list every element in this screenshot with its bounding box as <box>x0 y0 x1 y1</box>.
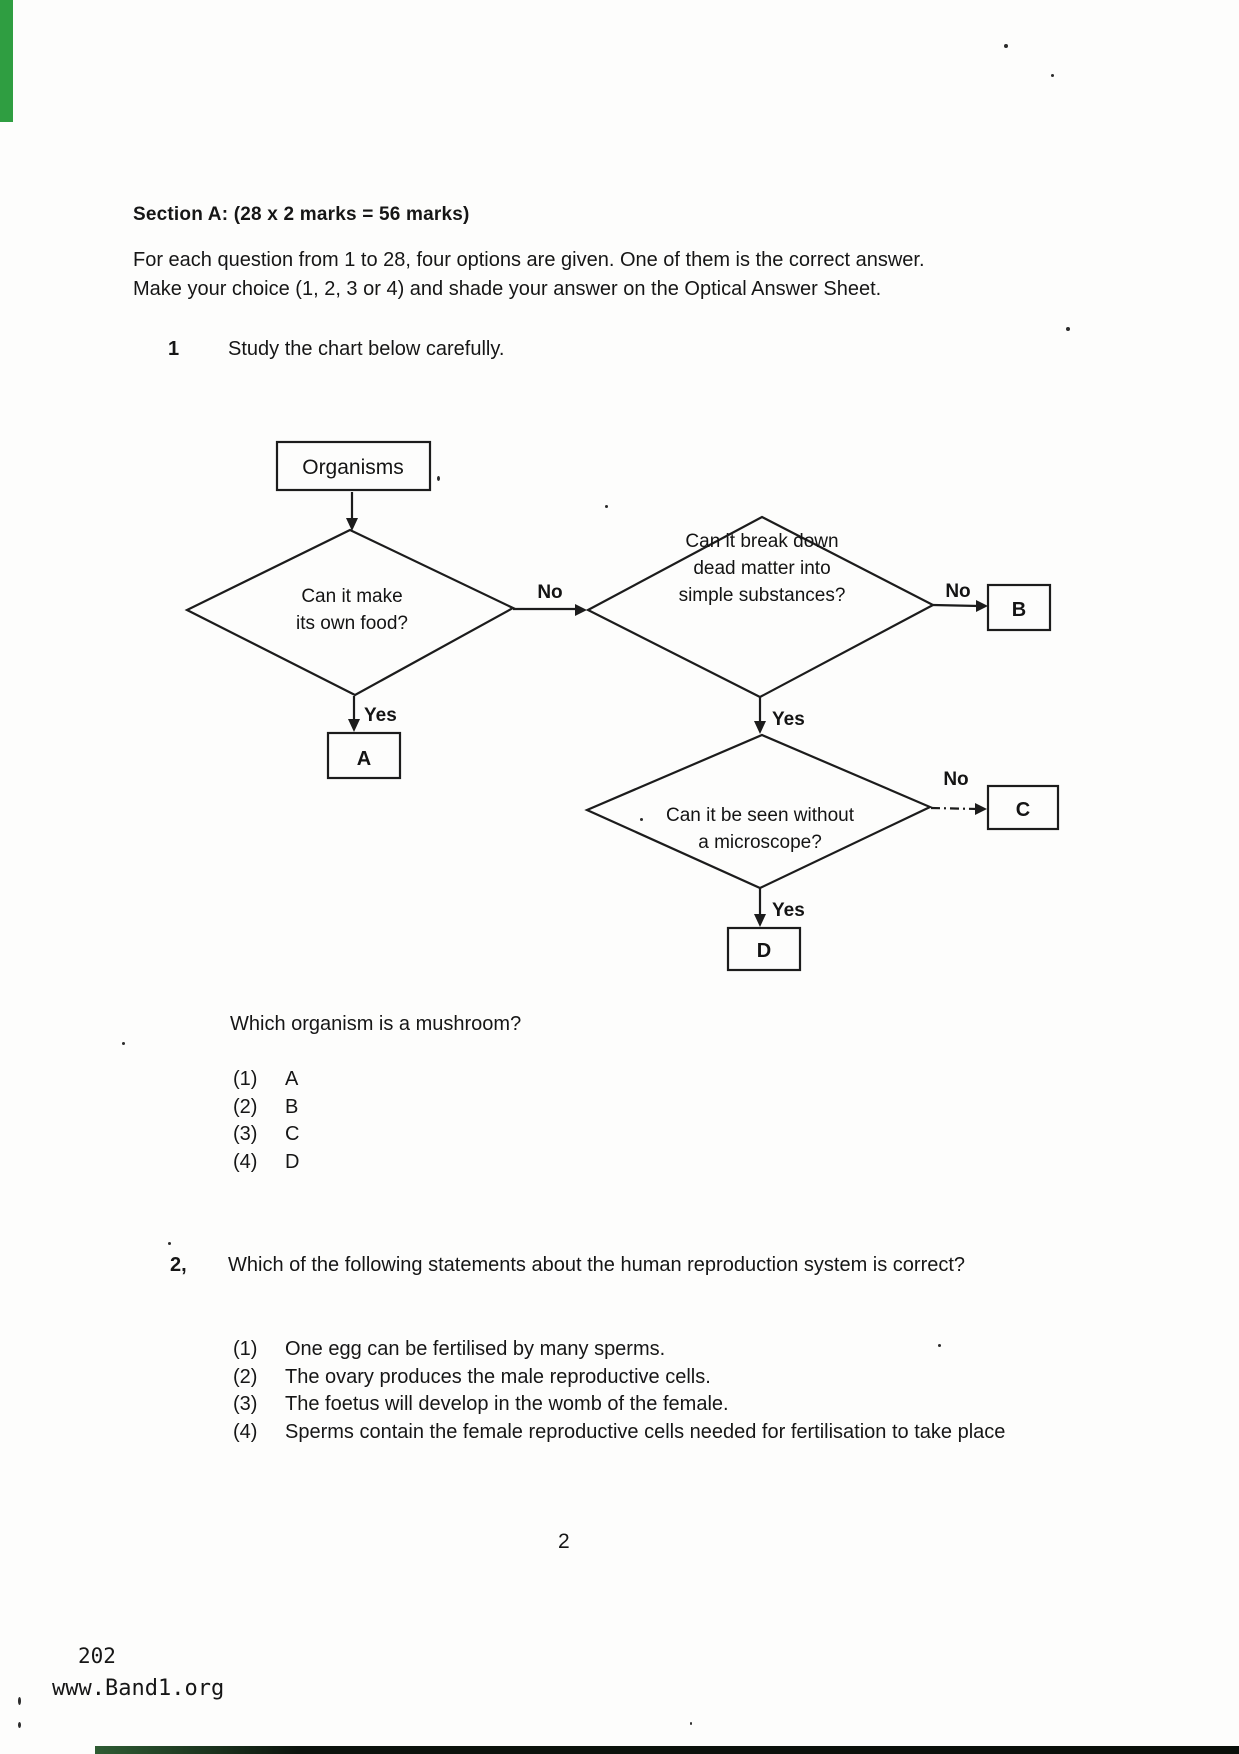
box-a-label: A <box>356 748 372 770</box>
flowchart-connector <box>933 605 979 606</box>
arrowhead-icon <box>346 518 358 531</box>
decision-1-line-2: its own food? <box>296 613 408 634</box>
flowchart-connector <box>931 808 978 809</box>
option-number: (2) <box>233 1365 258 1388</box>
footer-number: 202 <box>78 1644 116 1668</box>
box-d-label: D <box>756 940 772 962</box>
option-row <box>233 1419 1005 1447</box>
arrowhead-icon <box>754 914 766 927</box>
option-row <box>233 1121 299 1149</box>
decision-1-line-1: Can it make <box>301 586 403 607</box>
option-text: The ovary produces the male reproductive cells. <box>285 1365 711 1388</box>
option-text: A <box>285 1068 299 1090</box>
branch-yes-label-1: Yes <box>364 705 397 726</box>
option-row <box>233 1391 1005 1419</box>
option-number: (1) <box>233 1068 258 1090</box>
arrowhead-icon <box>348 719 360 732</box>
branch-no-label-2: No <box>945 581 971 602</box>
footer-site-url: www.Band1.org <box>52 1676 225 1701</box>
option-text: C <box>285 1123 300 1145</box>
option-number: (3) <box>233 1393 258 1415</box>
arrowhead-icon <box>575 604 587 616</box>
scan-speck <box>122 1042 125 1045</box>
question-1-prompt: Study the chart below carefully. <box>228 338 505 360</box>
scan-bottom-bar <box>95 1746 1239 1754</box>
scan-green-bar <box>0 0 13 122</box>
branch-no-label-3: No <box>943 769 969 790</box>
arrowhead-icon <box>754 721 766 734</box>
option-row <box>233 1364 1005 1392</box>
option-number: (4) <box>233 1150 258 1173</box>
decision-3-line-1: Can it be seen without <box>665 805 855 826</box>
option-number: (4) <box>233 1420 258 1443</box>
box-b-label: B <box>1011 599 1027 621</box>
scan-speck <box>1051 74 1054 77</box>
question-2-options <box>233 1336 1005 1446</box>
decision-2-line-2: dead matter into <box>693 558 831 579</box>
decision-2-line-1: Can it break down <box>685 531 839 552</box>
option-row <box>233 1066 299 1094</box>
branch-no-label-1: No <box>537 582 563 603</box>
section-heading: Section A: (28 x 2 marks = 56 marks) <box>133 204 470 225</box>
flowchart-start-label: Organisms <box>302 456 404 479</box>
branch-yes-label-2: Yes <box>772 709 805 730</box>
option-number: (2) <box>233 1095 258 1118</box>
scan-speck <box>690 1722 692 1725</box>
instructions <box>133 246 1113 304</box>
scan-speck <box>1004 44 1008 48</box>
organism-flowchart <box>150 430 1100 990</box>
option-row <box>233 1149 299 1177</box>
question-1-sub-question: Which organism is a mushroom? <box>230 1013 522 1035</box>
arrowhead-icon <box>976 600 988 612</box>
instructions-line-1: For each question from 1 to 28, four options are given. One of them is the correct answer. <box>133 249 925 271</box>
option-text: The foetus will develop in the womb of the female. <box>285 1393 729 1415</box>
scan-speck <box>18 1722 21 1728</box>
option-text: Sperms contain the female reproductive cells needed for fertilisation to take place <box>285 1420 1006 1443</box>
option-number: (1) <box>233 1338 258 1360</box>
scan-speck <box>1066 327 1070 331</box>
option-row <box>233 1336 1005 1364</box>
decision-2-line-3: simple substances? <box>678 585 846 606</box>
option-text: One egg can be fertilised by many sperms. <box>285 1338 666 1360</box>
instructions-line-2: Make your choice (1, 2, 3 or 4) and shade your answer on the Optical Answer Sheet. <box>133 278 882 300</box>
option-number: (3) <box>233 1123 258 1145</box>
question-1-options <box>233 1066 299 1176</box>
option-text: B <box>285 1095 299 1118</box>
question-2-number: 2, <box>170 1254 187 1276</box>
box-c-label: C <box>1015 799 1031 821</box>
scan-speck <box>168 1242 171 1245</box>
option-text: D <box>285 1150 300 1173</box>
question-2-prompt: Which of the following statements about the human reproduction system is correct? <box>228 1254 966 1276</box>
decision-3-line-2: a microscope? <box>698 832 822 853</box>
question-1-number: 1 <box>168 338 180 360</box>
page-number: 2 <box>558 1530 570 1553</box>
scan-speck <box>18 1697 21 1705</box>
option-row <box>233 1094 299 1122</box>
arrowhead-icon <box>975 803 987 815</box>
branch-yes-label-3: Yes <box>772 900 805 921</box>
